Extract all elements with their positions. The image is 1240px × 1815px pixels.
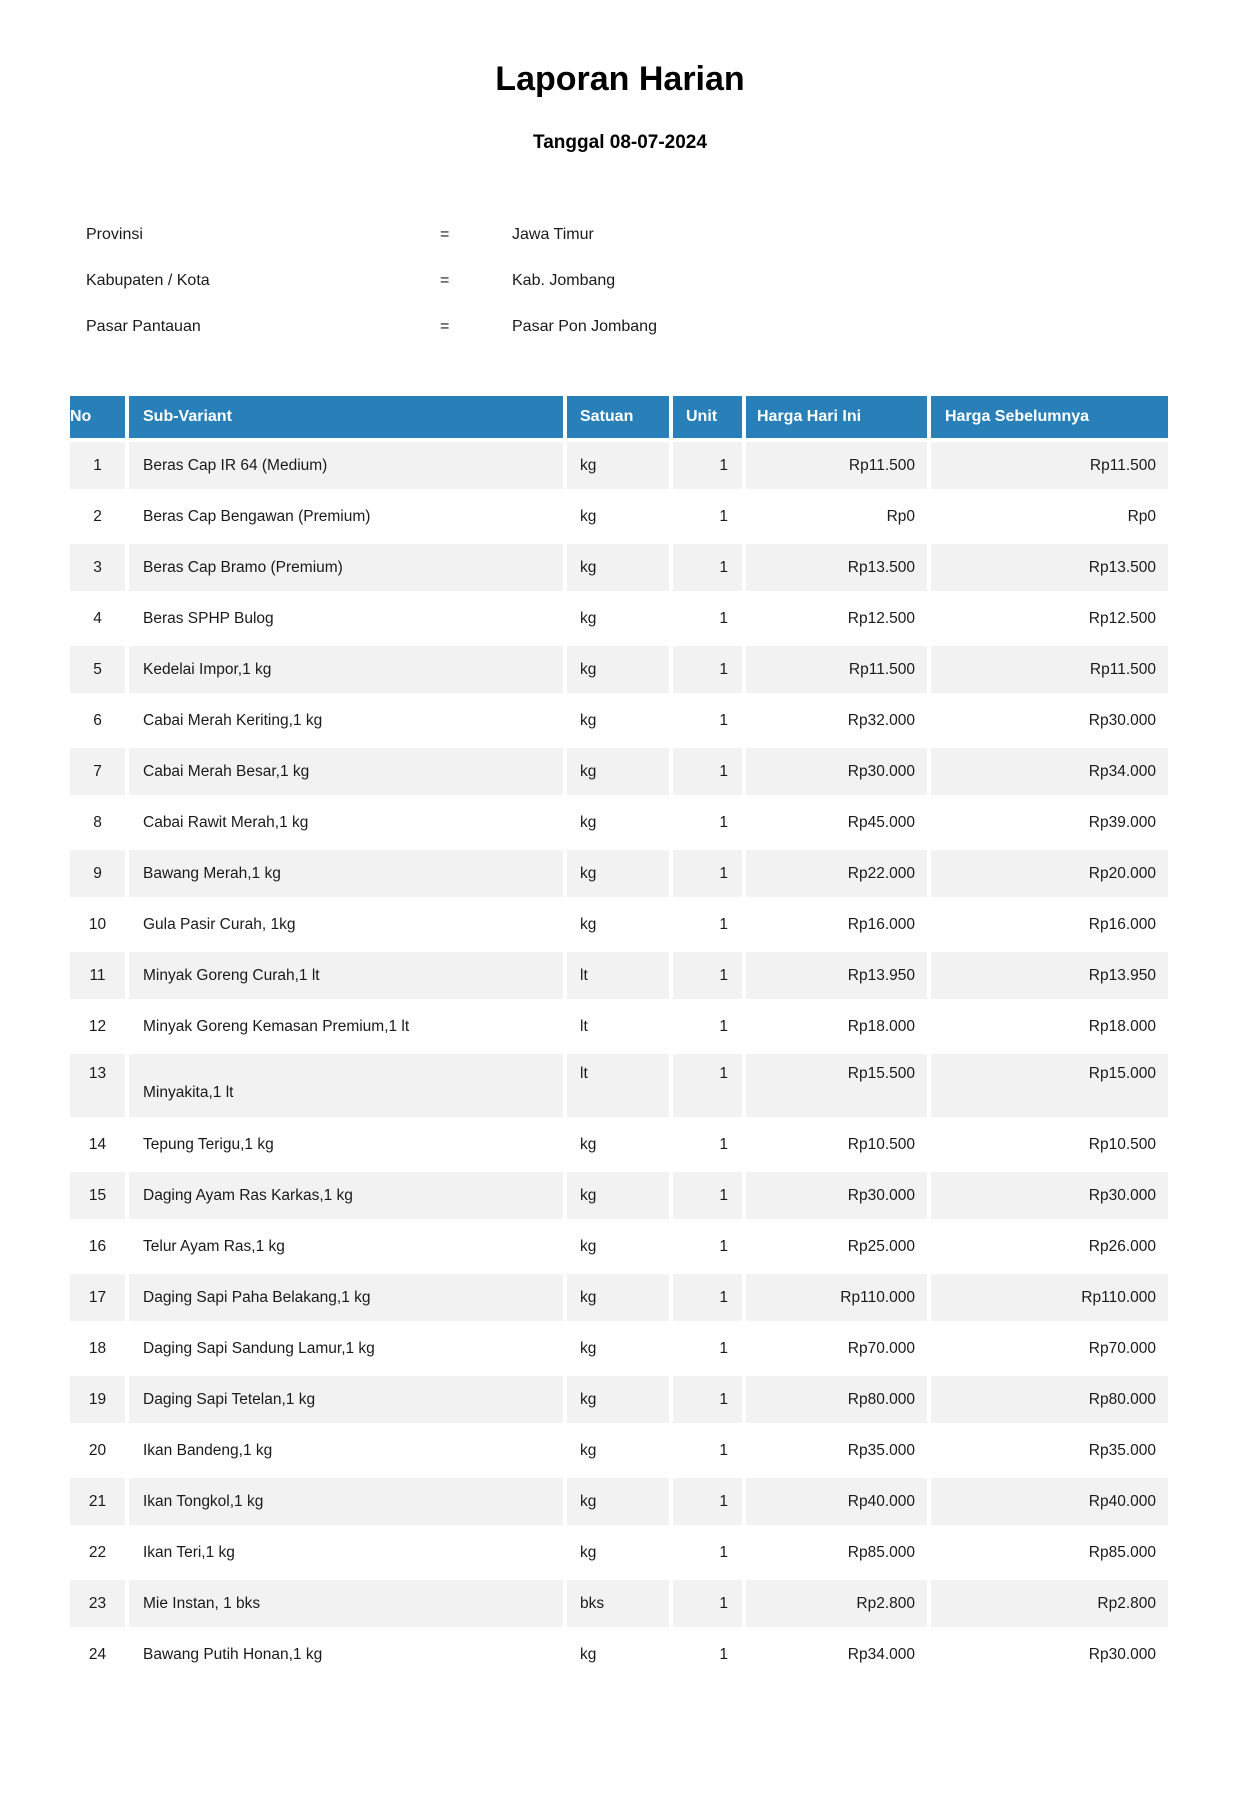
cell-harga-hari-ini: Rp30.000 [746,1172,927,1219]
cell-sub-variant: Gula Pasir Curah, 1kg [143,915,296,933]
cell-sub-variant: Bawang Putih Honan,1 kg [143,1645,323,1663]
cell-sub-variant: Cabai Merah Besar,1 kg [129,748,563,795]
cell-satuan: kg [580,507,597,525]
cell-unit: 1 [719,1237,728,1255]
cell-sub-variant: Minyakita,1 lt [129,1054,563,1117]
cell-sub-variant: Tepung Terigu,1 kg [143,1135,274,1153]
cell-harga-sebelumnya: Rp12.500 [1088,609,1156,627]
cell-harga-sebelumnya: Rp70.000 [1088,1339,1156,1357]
cell-harga-hari-ini: Rp12.500 [847,609,915,627]
cell-sub-variant: Cabai Rawit Merah,1 kg [143,813,309,831]
cell-harga-sebelumnya: Rp26.000 [1088,1237,1156,1255]
cell-satuan: kg [567,850,669,897]
cell-satuan: kg [580,1645,597,1663]
cell-no: 12 [88,1017,107,1035]
table-row [70,901,1168,948]
cell-unit: 1 [719,1645,728,1663]
cell-unit: 1 [673,850,742,897]
cell-harga-hari-ini: Rp85.000 [847,1543,915,1561]
cell-harga-sebelumnya: Rp15.000 [931,1054,1168,1117]
cell-satuan: kg [580,1441,597,1459]
cell-harga-sebelumnya: Rp35.000 [1088,1441,1156,1459]
table-row [70,1580,1168,1627]
cell-sub-variant: Beras SPHP Bulog [143,609,274,627]
table-row [70,1478,1168,1525]
cell-unit: 1 [719,1441,728,1459]
cell-satuan: kg [567,646,669,693]
cell-harga-sebelumnya: Rp34.000 [931,748,1168,795]
cell-harga-sebelumnya: Rp30.000 [931,1172,1168,1219]
cell-unit: 1 [719,1543,728,1561]
cell-no: 19 [70,1376,125,1423]
info-label: Provinsi [86,226,143,243]
cell-no: 3 [70,544,125,591]
cell-unit: 1 [673,544,742,591]
table-row [70,442,1168,489]
equals-sign: = [440,226,450,243]
cell-harga-hari-ini: Rp30.000 [746,748,927,795]
cell-unit: 1 [719,1135,728,1153]
cell-sub-variant: Ikan Bandeng,1 kg [143,1441,273,1459]
cell-unit: 1 [673,1478,742,1525]
cell-sub-variant: Minyak Goreng Kemasan Premium,1 lt [143,1017,410,1035]
cell-no: 7 [70,748,125,795]
table-row [70,1054,1168,1117]
cell-satuan: kg [567,1478,669,1525]
cell-satuan: kg [567,442,669,489]
cell-harga-hari-ini: Rp18.000 [847,1017,915,1035]
cell-satuan: kg [580,915,597,933]
cell-sub-variant: Daging Sapi Paha Belakang,1 kg [129,1274,563,1321]
equals-sign: = [440,318,450,335]
column-header-no: No [70,396,125,438]
cell-harga-hari-ini: Rp32.000 [847,711,915,729]
cell-satuan: kg [580,813,597,831]
cell-satuan: kg [580,609,597,627]
cell-unit: 1 [719,507,728,525]
cell-unit: 1 [719,1017,728,1035]
info-row [86,258,1154,304]
cell-satuan: kg [567,1172,669,1219]
cell-no: 21 [70,1478,125,1525]
cell-satuan: kg [580,1543,597,1561]
cell-harga-hari-ini: Rp11.500 [746,442,927,489]
cell-harga-sebelumnya: Rp40.000 [931,1478,1168,1525]
table-row [70,1172,1168,1219]
cell-unit: 1 [719,1339,728,1357]
table-row [70,595,1168,642]
cell-harga-hari-ini: Rp16.000 [847,915,915,933]
cell-harga-hari-ini: Rp45.000 [847,813,915,831]
cell-unit: 1 [673,952,742,999]
cell-unit: 1 [673,646,742,693]
cell-unit: 1 [673,1580,742,1627]
cell-no: 16 [88,1237,107,1255]
cell-no: 10 [88,915,107,933]
cell-harga-sebelumnya: Rp11.500 [931,442,1168,489]
table-row [70,646,1168,693]
table-row [70,1376,1168,1423]
cell-satuan: lt [567,952,669,999]
cell-harga-sebelumnya: Rp30.000 [1088,1645,1156,1663]
cell-no: 14 [88,1135,107,1153]
cell-satuan: kg [580,1135,597,1153]
cell-harga-sebelumnya: Rp110.000 [931,1274,1168,1321]
table-row [70,1223,1168,1270]
cell-unit: 1 [719,915,728,933]
cell-harga-sebelumnya: Rp80.000 [931,1376,1168,1423]
table-row [70,697,1168,744]
table-row [70,799,1168,846]
cell-sub-variant: Daging Sapi Sandung Lamur,1 kg [143,1339,375,1357]
cell-harga-hari-ini: Rp40.000 [746,1478,927,1525]
cell-no: 11 [70,952,125,999]
equals-sign: = [440,272,450,289]
info-block [86,212,1154,350]
cell-harga-hari-ini: Rp110.000 [746,1274,927,1321]
cell-satuan: kg [580,1237,597,1255]
cell-sub-variant: Telur Ayam Ras,1 kg [143,1237,285,1255]
cell-unit: 1 [719,711,728,729]
cell-sub-variant: Beras Cap IR 64 (Medium) [129,442,563,489]
table-row [70,1274,1168,1321]
cell-satuan: kg [567,544,669,591]
cell-harga-sebelumnya: Rp13.950 [931,952,1168,999]
cell-sub-variant: Kedelai Impor,1 kg [129,646,563,693]
cell-sub-variant: Ikan Tongkol,1 kg [129,1478,563,1525]
cell-satuan: lt [567,1054,669,1117]
cell-harga-sebelumnya: Rp20.000 [931,850,1168,897]
cell-harga-hari-ini: Rp35.000 [847,1441,915,1459]
table-header-row [70,396,1168,438]
cell-sub-variant: Daging Ayam Ras Karkas,1 kg [129,1172,563,1219]
cell-no: 20 [88,1441,107,1459]
cell-harga-sebelumnya: Rp18.000 [1088,1017,1156,1035]
cell-no: 13 [70,1054,125,1117]
table-row [70,1325,1168,1372]
cell-unit: 1 [673,1274,742,1321]
cell-sub-variant: Bawang Merah,1 kg [129,850,563,897]
cell-no: 1 [70,442,125,489]
column-header-harga-sebelumnya: Harga Sebelumnya [931,396,1168,438]
report-table [66,392,1172,1682]
table-row [70,952,1168,999]
cell-harga-sebelumnya: Rp2.800 [931,1580,1168,1627]
cell-harga-sebelumnya: Rp10.500 [1088,1135,1156,1153]
column-header-satuan: Satuan [567,396,669,438]
table-row [70,850,1168,897]
cell-no: 15 [70,1172,125,1219]
table-row [70,748,1168,795]
cell-no: 4 [93,609,102,627]
cell-harga-hari-ini: Rp25.000 [847,1237,915,1255]
info-label: Kabupaten / Kota [86,272,210,289]
table-row [70,1427,1168,1474]
cell-no: 9 [70,850,125,897]
cell-unit: 1 [719,813,728,831]
cell-no: 23 [70,1580,125,1627]
cell-satuan: bks [567,1580,669,1627]
cell-satuan: lt [580,1017,588,1035]
info-row [86,212,1154,258]
cell-no: 2 [93,507,102,525]
cell-harga-hari-ini: Rp80.000 [746,1376,927,1423]
cell-harga-sebelumnya: Rp13.500 [931,544,1168,591]
page-title: Laporan Harian [495,60,745,98]
cell-satuan: kg [580,711,597,729]
cell-no: 24 [88,1645,107,1663]
cell-satuan: kg [567,1376,669,1423]
cell-sub-variant: Minyak Goreng Curah,1 lt [129,952,563,999]
page-subtitle: Tanggal 08-07-2024 [533,132,707,153]
info-value: Pasar Pon Jombang [512,318,657,335]
table-row [70,544,1168,591]
column-header-unit: Unit [673,396,742,438]
table-row [70,1631,1168,1678]
cell-harga-hari-ini: Rp34.000 [847,1645,915,1663]
cell-harga-hari-ini: Rp15.500 [746,1054,927,1117]
cell-no: 18 [88,1339,107,1357]
cell-sub-variant: Beras Cap Bramo (Premium) [129,544,563,591]
cell-no: 22 [88,1543,107,1561]
cell-harga-hari-ini: Rp22.000 [746,850,927,897]
cell-harga-sebelumnya: Rp16.000 [1088,915,1156,933]
info-label: Pasar Pantauan [86,318,201,335]
cell-harga-sebelumnya: Rp0 [1127,507,1156,525]
cell-unit: 1 [673,1376,742,1423]
cell-harga-hari-ini: Rp0 [886,507,915,525]
cell-harga-hari-ini: Rp13.500 [746,544,927,591]
cell-unit: 1 [673,442,742,489]
cell-harga-sebelumnya: Rp39.000 [1088,813,1156,831]
column-header-sub-variant: Sub-Variant [129,396,563,438]
table-body [70,442,1168,1678]
cell-sub-variant: Ikan Teri,1 kg [143,1543,235,1561]
cell-harga-sebelumnya: Rp11.500 [931,646,1168,693]
cell-sub-variant: Daging Sapi Tetelan,1 kg [129,1376,563,1423]
cell-harga-hari-ini: Rp70.000 [847,1339,915,1357]
info-row [86,304,1154,350]
table-row [70,1121,1168,1168]
cell-no: 8 [93,813,102,831]
cell-satuan: kg [567,748,669,795]
table-header [70,396,1168,438]
cell-unit: 1 [673,1054,742,1117]
column-header-harga-hari-ini: Harga Hari Ini [746,396,927,438]
cell-sub-variant: Beras Cap Bengawan (Premium) [143,507,371,525]
cell-unit: 1 [673,1172,742,1219]
table-row [70,1529,1168,1576]
table-row [70,493,1168,540]
cell-harga-sebelumnya: Rp30.000 [1088,711,1156,729]
cell-unit: 1 [719,609,728,627]
cell-satuan: kg [567,1274,669,1321]
cell-harga-hari-ini: Rp10.500 [847,1135,915,1153]
info-value: Kab. Jombang [512,272,616,289]
info-value: Jawa Timur [512,226,594,243]
cell-harga-hari-ini: Rp13.950 [746,952,927,999]
cell-harga-hari-ini: Rp2.800 [746,1580,927,1627]
cell-harga-hari-ini: Rp11.500 [746,646,927,693]
cell-sub-variant: Cabai Merah Keriting,1 kg [143,711,323,729]
cell-satuan: kg [580,1339,597,1357]
cell-no: 5 [70,646,125,693]
cell-unit: 1 [673,748,742,795]
cell-sub-variant: Mie Instan, 1 bks [129,1580,563,1627]
cell-no: 6 [93,711,102,729]
cell-no: 17 [70,1274,125,1321]
cell-harga-sebelumnya: Rp85.000 [1088,1543,1156,1561]
table-row [70,1003,1168,1050]
